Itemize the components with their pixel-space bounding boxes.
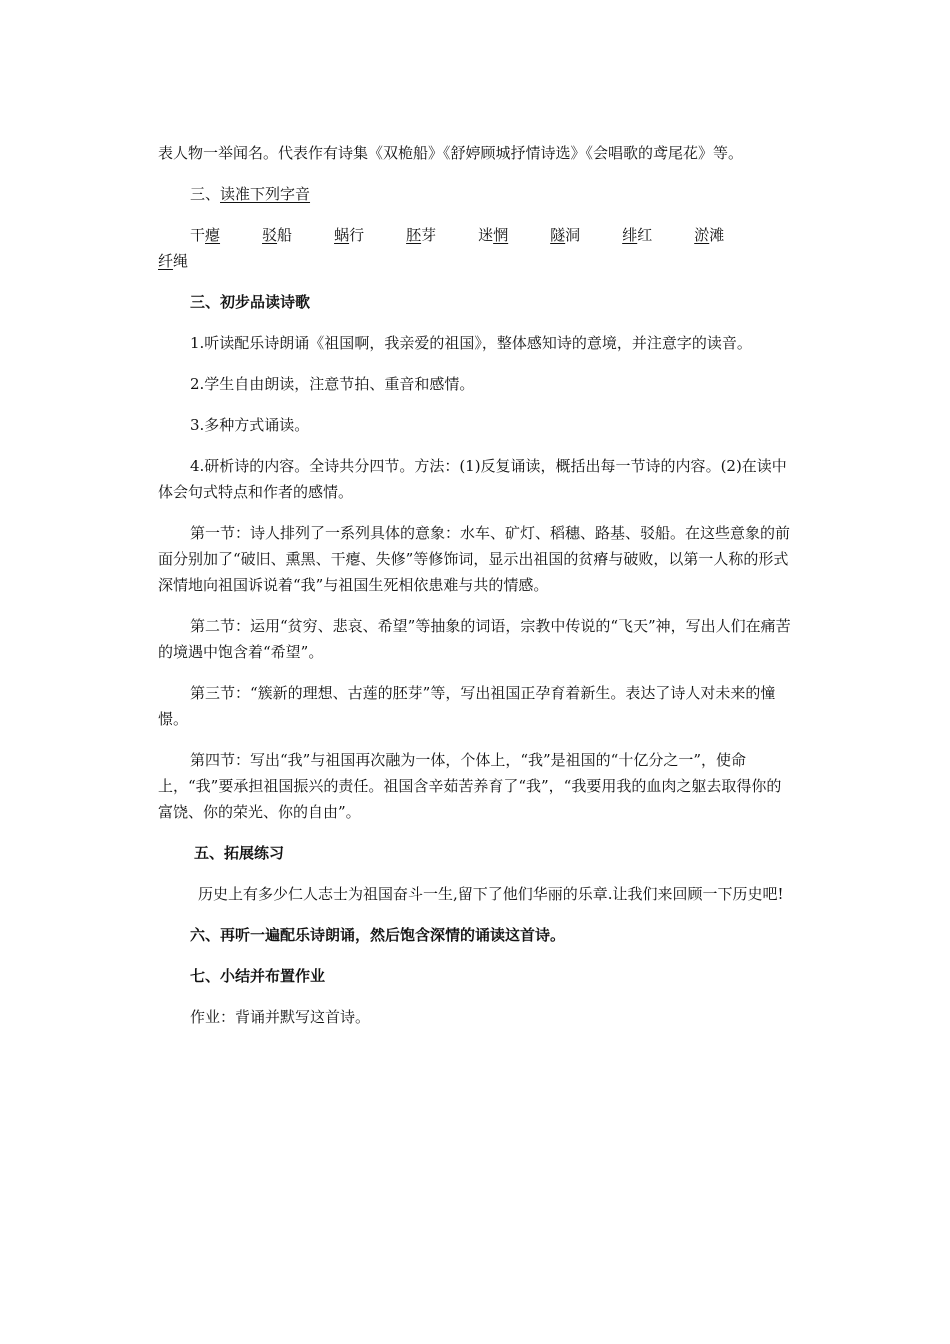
word-underlined-char: 驳 [262, 226, 278, 244]
word-item [262, 222, 292, 248]
word-item [190, 222, 220, 248]
document-body [158, 140, 794, 1030]
reading-step-1: 1.听读配乐诗朗诵《祖国啊，我亲爱的祖国》，整体感知诗的意境，并注意字的读音。 [190, 334, 752, 352]
word-plain: 红 [637, 226, 653, 244]
reading-step-2: 2.学生自由朗读，注意节拍、重音和感情。 [190, 375, 475, 393]
reading-step-3: 3.多种方式诵读。 [190, 416, 310, 434]
pronunciation-list [158, 222, 794, 274]
word-item [478, 222, 508, 248]
word-underlined-char: 绯 [622, 226, 638, 244]
reading-heading: 三、初步品读诗歌 [190, 293, 311, 311]
pronunciation-heading-prefix: 三、 [190, 185, 221, 203]
word-item [622, 222, 652, 248]
summary-heading: 七、小结并布置作业 [190, 967, 326, 985]
word-plain: 洞 [565, 226, 581, 244]
word-item [694, 222, 724, 248]
pronunciation-heading [158, 181, 794, 207]
intro-tail-paragraph: 表人物一举闻名。代表作有诗集《双桅船》《舒婷顾城抒情诗选》《会唱歌的鸢尾花》等。 [158, 144, 744, 162]
listen-again-heading: 六、再听一遍配乐诗朗诵，然后饱含深情的诵读这首诗。 [190, 926, 566, 944]
word-plain: 干 [190, 226, 206, 244]
word-plain: 迷 [478, 226, 494, 244]
word-underlined-char: 惘 [493, 226, 509, 244]
word-plain: 船 [277, 226, 293, 244]
word-item [406, 222, 436, 248]
word-plain: 芽 [421, 226, 437, 244]
reading-step-4: 4.研析诗的内容。全诗共分四节。方法：(1)反复诵读，概括出每一节诗的内容。(2)在读中体会句式特点和作者的感情。 [158, 457, 787, 501]
word-underlined-char: 纤 [158, 252, 174, 270]
word-plain: 行 [349, 226, 365, 244]
extension-heading: 五、拓展练习 [194, 844, 285, 862]
pronunciation-heading-title: 读准下列字音 [220, 185, 311, 203]
word-plain: 绳 [173, 252, 189, 270]
pronunciation-row-wrap [158, 248, 794, 274]
stanza-4-analysis: 第四节：写出“我”与祖国再次融为一体，个体上，“我”是祖国的“十亿分之一”，使命上，“我”要承担祖国振兴的责任。祖国含辛茹苦养育了“我”，“我要用我的血肉之躯去取得你的富饶、你的荣光、你的自由”。 [158, 751, 782, 821]
pronunciation-row [158, 222, 794, 248]
word-underlined-char: 淤 [694, 226, 710, 244]
stanza-2-analysis: 第二节：运用“贫穷、悲哀、希望”等抽象的词语，宗教中传说的“飞天”神，写出人们在痛苦的境遇中饱含着“希望”。 [158, 617, 791, 661]
word-item [550, 222, 580, 248]
homework-text: 作业：背诵并默写这首诗。 [190, 1008, 371, 1026]
stanza-3-analysis: 第三节：“簇新的理想、古莲的胚芽”等，写出祖国正孕育着新生。表达了诗人对未来的憧憬。 [158, 684, 776, 728]
word-underlined-char: 隧 [550, 226, 566, 244]
word-underlined-char: 胚 [406, 226, 422, 244]
word-item [334, 222, 364, 248]
word-underlined-char: 瘪 [205, 226, 221, 244]
word-plain: 滩 [709, 226, 725, 244]
stanza-1-analysis: 第一节：诗人排列了一系列具体的意象：水车、矿灯、稻穗、路基、驳船。在这些意象的前面分别加了“破旧、熏黑、干瘪、失修”等修饰词，显示出祖国的贫瘠与破败，以第一人称的形式深情地向祖国诉说着“我”与祖国生死相依患难与共的情感。 [158, 524, 791, 594]
extension-text: 历史上有多少仁人志士为祖国奋斗一生,留下了他们华丽的乐章.让我们来回顾一下历史吧! [198, 885, 784, 903]
word-underlined-char: 蜗 [334, 226, 350, 244]
